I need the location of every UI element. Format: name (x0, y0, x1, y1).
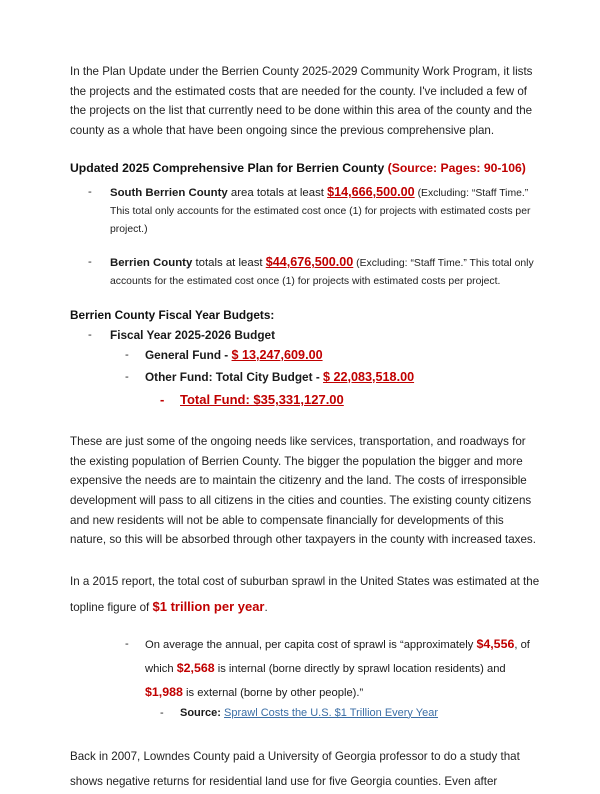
general-fund-item (145, 347, 540, 365)
berrien-county-label: Berrien County (110, 257, 193, 270)
per-capita-external-amount: $1,988 (145, 684, 183, 699)
list-item (70, 254, 540, 290)
bullet-dash: - (160, 706, 164, 719)
needs-paragraph: These are just some of the ongoing needs like services, transportation, and roadways for the existing population of Berrien County. The bigger the population the bigger and more expensive the needs are to maintain the citizenry and the land. The costs of irresponsible development will pass to all citizens in the cities and counties. The existing county citizens and new residents will not be able to compensate financially for developments of this nature, so this will be absorbed through other taxpayers in the county with increased taxes. (70, 435, 536, 547)
other-fund-item (145, 369, 540, 387)
spacer (70, 290, 540, 306)
south-berrien-amount: $14,666,500.00 (327, 185, 415, 200)
comp-plan-heading-text: Updated 2025 Comprehensive Plan for Berrien County (70, 161, 388, 176)
per-capita-text-4: is external (borne by other people).” (182, 686, 364, 699)
per-capita-total-amount: $4,556 (476, 636, 515, 651)
spacer (70, 410, 540, 432)
other-fund-label: Other Fund: Total City Budget - (145, 369, 324, 384)
other-fund-amount: $ 22,083,518.00 (323, 369, 415, 384)
closing-paragraph: Back in 2007, Lowndes County paid a University of Georgia professor to do a study that shows negative returns for residential land use for five Georgia counties. Even after (70, 750, 520, 789)
intro-paragraph: In the Plan Update under the Berrien County 2025-2029 Community Work Program, it lists the projects and the estimated costs that are needed for the county. I've included a few of the projects on the list that currently need to be done within this area of the county and the county as a whole that have been ongoing since the previous comprehensive plan. (70, 65, 533, 137)
sprawl-lead-paragraph (70, 569, 540, 620)
bullet-dash: - (125, 637, 129, 650)
bullet-dash: - (88, 256, 92, 269)
list-item (70, 633, 540, 705)
fiscal-year-label: Fiscal Year 2025-2026 Budget (110, 328, 276, 343)
sprawl-costs-link[interactable]: Sprawl Costs the U.S. $1 Trillion Every Year (224, 706, 439, 719)
budgets-heading: Berrien County Fiscal Year Budgets: (70, 308, 275, 323)
spacer (70, 722, 540, 744)
bullet-dash: - (88, 329, 92, 342)
bullet-dash: - (160, 392, 165, 408)
bullet-dash: - (88, 186, 92, 199)
source-label: Source: (180, 706, 221, 719)
comprehensive-plan-heading (70, 159, 540, 177)
sprawl-topline-amount: $1 trillion per year (152, 598, 265, 614)
general-fund-amount: $ 13,247,609.00 (231, 347, 323, 362)
per-capita-detail (145, 633, 540, 705)
sprawl-lead-text: In a 2015 report, the total cost of suburban sprawl in the United States was estimated at the topline figure of (70, 574, 540, 614)
per-capita-text-3: is internal (borne directly by sprawl location residents) and (214, 662, 506, 675)
per-capita-text-1: On average the annual, per capita cost of sprawl is “approximately (145, 638, 477, 651)
list-item (70, 347, 540, 365)
sprawl-lead-end: . (264, 600, 268, 614)
bullet-dash: - (125, 370, 129, 383)
total-fund-amount: Total Fund: $35,331,127.00 (180, 392, 344, 408)
bullet-dash: - (125, 348, 129, 361)
comp-plan-source-ref: (Source: Pages: 90-106) (387, 161, 526, 176)
south-berrien-mid-text: area totals at least (227, 187, 328, 200)
list-item (70, 390, 540, 410)
south-berrien-label: South Berrien County (110, 187, 228, 200)
per-capita-text-2: , of which (145, 638, 530, 675)
list-item (70, 369, 540, 387)
south-berrien-note: (Excluding: “Staff Time.” This total only accounts for the estimated cost once (1) for projects with estimated costs per project.) (110, 188, 531, 235)
berrien-county-mid-text: totals at least (192, 257, 266, 270)
list-item (70, 705, 540, 723)
berrien-county-amount: $44,676,500.00 (265, 255, 354, 270)
south-berrien-total-item (110, 184, 540, 238)
berrien-county-total-item (110, 254, 540, 290)
source-citation (180, 705, 540, 723)
berrien-county-note: (Excluding: “Staff Time.” This total only accounts for the estimated cost once (1) for projects with estimated costs per project. (110, 258, 534, 287)
list-item (70, 184, 540, 238)
general-fund-label: General Fund - (145, 347, 232, 362)
per-capita-internal-amount: $2,568 (176, 660, 215, 675)
list-item (70, 327, 540, 345)
